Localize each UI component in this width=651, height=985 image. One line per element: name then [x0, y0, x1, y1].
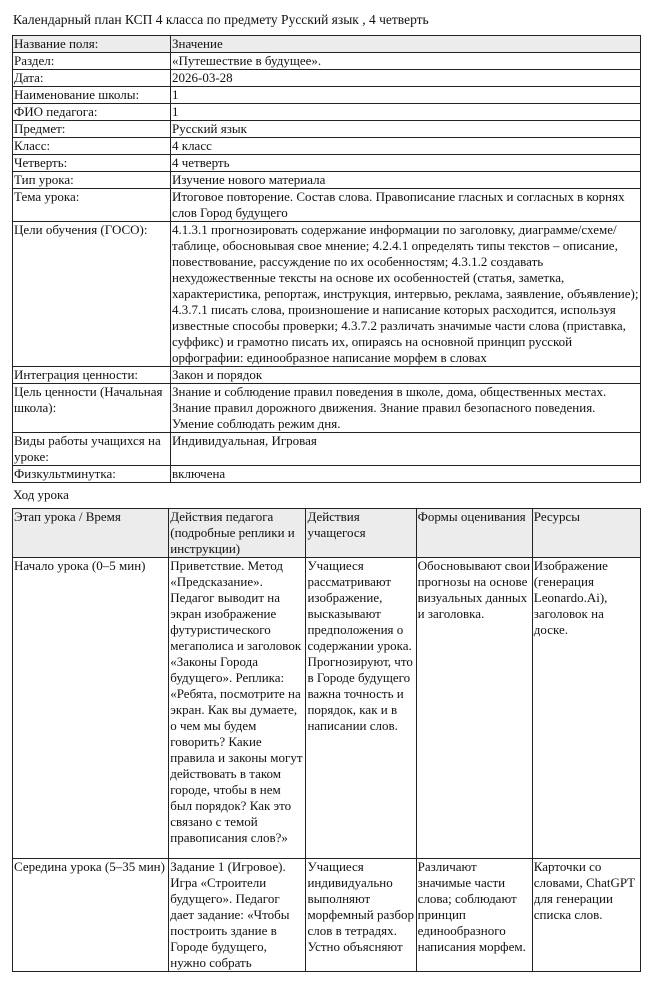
assessment-cell: Обосновывают свои прогнозы на основе визуальных данных и заголовка.	[416, 558, 532, 859]
field-label: Физкультминутка:	[13, 466, 171, 483]
table-row	[13, 558, 641, 859]
header-field-name: Название поля:	[13, 36, 171, 53]
cell-text: Карточки со словами, ChatGPT для генерации списка слов.	[533, 859, 635, 922]
field-label: Цель ценности (Начальная школа):	[13, 384, 171, 433]
resources-cell: Изображение (генерация Leonardo.Ai), заголовок на доске.	[532, 558, 640, 859]
table-row	[13, 384, 641, 433]
header-value: Значение	[171, 36, 641, 53]
field-value: 2026-03-28	[171, 70, 641, 87]
field-value: 4 четверть	[171, 155, 641, 172]
table-row	[13, 87, 641, 104]
field-value: Русский язык	[171, 121, 641, 138]
field-label: Класс:	[13, 138, 171, 155]
stage-cell: Начало урока (0–5 мин)	[13, 558, 169, 859]
assessment-cell	[416, 859, 532, 972]
lesson-info-table	[12, 35, 641, 483]
table-row	[13, 138, 641, 155]
student-actions-cell: Учащиеся рассматривают изображение, высказывают предположения о содержании урока. Прогнозируют, что в Городе будущего важна точность и порядок, как и в написании слов.	[306, 558, 416, 859]
field-label: Дата:	[13, 70, 171, 87]
table-row	[13, 70, 641, 87]
field-value: 1	[171, 104, 641, 121]
field-label: Тема урока:	[13, 189, 171, 222]
cell-text: Учащиеся индивидуально выполняют морфемный разбор слов в тетрадях. Устно объясняют	[307, 859, 415, 954]
table-row	[13, 121, 641, 138]
field-label: ФИО педагога:	[13, 104, 171, 121]
field-value: Закон и порядок	[171, 367, 641, 384]
stage-cell	[13, 859, 169, 972]
table-row	[13, 53, 641, 70]
table-row	[13, 189, 641, 222]
field-label: Раздел:	[13, 53, 171, 70]
field-value: Изучение нового материала	[171, 172, 641, 189]
teacher-actions-cell: Приветствие. Метод «Предсказание». Педагог выводит на экран изображение футуристического мегаполиса и заголовок «Законы Города будущего». Реплика: «Ребята, посмотрите на экран. Как вы думаете, о чем мы будем говорить? Какие правила и законы могут действовать в таком городе, чтобы в нем был порядок? Как это связано с темой правописания слов?»	[169, 558, 306, 859]
cell-text: Задание 1 (Игровое). Игра «Строители будущего». Педагог дает задание: «Чтобы построить здание в Городе будущего, нужно собрать	[170, 859, 290, 970]
resources-cell	[532, 859, 640, 972]
field-label: Цели обучения (ГОСО):	[13, 222, 171, 367]
table-row	[13, 172, 641, 189]
table-header-row	[13, 36, 641, 53]
field-label: Тип урока:	[13, 172, 171, 189]
cell-text: Середина урока (5–35 мин)	[14, 859, 165, 874]
column-header: Действия учащегося	[306, 509, 416, 558]
table-row	[13, 104, 641, 121]
student-actions-cell	[306, 859, 416, 972]
field-value: включена	[171, 466, 641, 483]
field-label: Предмет:	[13, 121, 171, 138]
column-header: Этап урока / Время	[13, 509, 169, 558]
cell-text: Различают значимые части слова; соблюдают принцип единообразного написания морфем.	[417, 859, 526, 954]
field-value: 4.1.3.1 прогнозировать содержание информации по заголовку, диаграмме/схеме/таблице, обосновывая свое мнение; 4.2.4.1 определять типы текстов – описание, повествование, рассуждение по их особенностям; 4.3.1.2 создавать нехудожественные тексты на основе их особенностей (статья, заметка, характеристика, репортаж, инструкция, интервью, реклама, заявление, объявление); 4.3.7.1 писать слова, произношение и написание которых расходится, используя известные способы проверки; 4.3.7.2 различать значимые части слова (приставка, суффикс) и грамотно писать их, опираясь на основной принцип русской орфографии: единообразное написание морфем в словах	[171, 222, 641, 367]
table-row	[13, 433, 641, 466]
column-header: Действия педагога (подробные реплики и инструкции)	[169, 509, 306, 558]
field-value: 1	[171, 87, 641, 104]
table-row	[13, 155, 641, 172]
field-value: Итоговое повторение. Состав слова. Правописание гласных и согласных в корнях слов Город будущего	[171, 189, 641, 222]
field-label: Четверть:	[13, 155, 171, 172]
field-label: Интеграция ценности:	[13, 367, 171, 384]
section-heading: Ход урока	[13, 487, 69, 502]
field-label: Наименование школы:	[13, 87, 171, 104]
field-label: Виды работы учащихся на уроке:	[13, 433, 171, 466]
field-value: 4 класс	[171, 138, 641, 155]
table-row	[13, 859, 641, 972]
table-row	[13, 466, 641, 483]
teacher-actions-cell	[169, 859, 306, 972]
table-row	[13, 222, 641, 367]
table-row	[13, 367, 641, 384]
column-header: Ресурсы	[532, 509, 640, 558]
field-value: «Путешествие в будущее».	[171, 53, 641, 70]
table-header-row	[13, 509, 641, 558]
field-value: Знание и соблюдение правил поведения в школе, дома, общественных местах. Знание правил дорожного движения. Знание правил безопасного поведения. Умение соблюдать режим дня.	[171, 384, 641, 433]
document-title: Календарный план КСП 4 класса по предмету Русский язык , 4 четверть	[13, 12, 429, 27]
field-value: Индивидуальная, Игровая	[171, 433, 641, 466]
lesson-flow-table	[12, 508, 641, 972]
column-header: Формы оценивания	[416, 509, 532, 558]
